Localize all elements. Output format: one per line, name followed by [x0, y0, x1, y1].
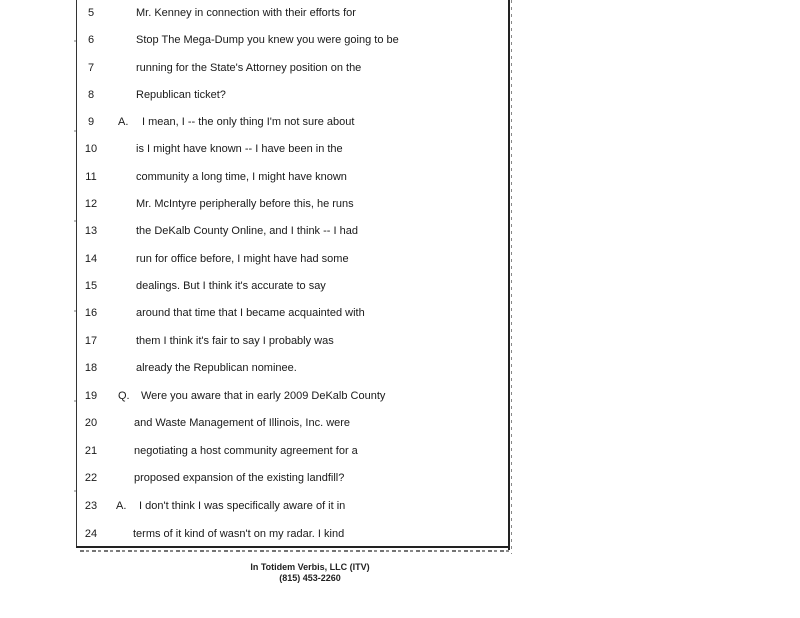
line-text: Mr. Kenney in connection with their efforts for: [136, 7, 356, 19]
line-text: negotiating a host community agreement for a: [134, 445, 358, 457]
line-number: 8: [87, 89, 95, 101]
transcript-line: [0, 331, 510, 351]
speaker-label: Q.: [118, 390, 130, 402]
line-text: I don't think I was specifically aware of it in: [139, 500, 346, 512]
line-text: run for office before, I might have had some: [136, 253, 349, 265]
line-number: 11: [85, 171, 97, 183]
line-text: Stop The Mega-Dump you knew you were going to be: [136, 34, 399, 46]
line-text: Were you aware that in early 2009 DeKalb County: [141, 390, 386, 402]
transcript-line: [0, 358, 510, 378]
line-number: 9: [87, 116, 95, 128]
line-number: 17: [84, 335, 98, 347]
transcript-line: [0, 112, 510, 132]
line-text: community a long time, I might have known: [136, 171, 347, 183]
line-number: 23: [84, 500, 98, 512]
page-border-left: [76, 0, 77, 548]
line-number: 14: [84, 253, 98, 265]
transcript-line: [0, 386, 510, 406]
transcript-line: [0, 468, 510, 488]
transcript-line: [0, 221, 510, 241]
transcript-line: [0, 3, 510, 23]
line-number: 10: [84, 143, 98, 155]
transcript-line: [0, 139, 510, 159]
page-border-bottom: [76, 546, 510, 548]
transcript-line: [0, 441, 510, 461]
speaker-label: A.: [118, 116, 129, 128]
line-number: 15: [84, 280, 98, 292]
transcript-line: [0, 58, 510, 78]
page-border-bottom-shadow: [80, 550, 512, 552]
speaker-label: A.: [116, 500, 127, 512]
transcript-line: [0, 194, 510, 214]
line-text: proposed expansion of the existing landfill?: [134, 472, 345, 484]
line-text: terms of it kind of wasn't on my radar. I kind: [133, 528, 345, 540]
line-number: 19: [84, 390, 98, 402]
line-text: and Waste Management of Illinois, Inc. were: [134, 417, 351, 429]
line-text: running for the State's Attorney position on the: [136, 62, 362, 74]
line-text: I mean, I -- the only thing I'm not sure about: [142, 116, 355, 128]
footer-phone: (815) 453-2260: [279, 573, 341, 583]
line-text: Mr. McIntyre peripherally before this, he runs: [136, 198, 354, 210]
line-number: 24: [84, 528, 98, 540]
transcript-line: [0, 85, 510, 105]
line-number: 13: [84, 225, 98, 237]
line-text: is I might have known -- I have been in the: [136, 143, 343, 155]
page-border-right-shadow: [511, 0, 512, 554]
transcript-line: [0, 413, 510, 433]
line-number: 18: [84, 362, 98, 374]
line-text: already the Republican nominee.: [136, 362, 297, 374]
transcript-line: [0, 496, 510, 516]
line-text: Republican ticket?: [136, 89, 226, 101]
line-number: 22: [84, 472, 98, 484]
line-number: 20: [84, 417, 98, 429]
line-number: 7: [87, 62, 95, 74]
line-text: the DeKalb County Online, and I think -- I had: [136, 225, 358, 237]
line-number: 16: [84, 307, 98, 319]
transcript-line: [0, 249, 510, 269]
line-number: 5: [87, 7, 95, 19]
footer-company: In Totidem Verbis, LLC (ITV): [250, 562, 370, 572]
transcript-line: [0, 167, 510, 187]
line-text: dealings. But I think it's accurate to say: [136, 280, 326, 292]
transcript-line: [0, 524, 510, 544]
line-number: 12: [84, 198, 98, 210]
line-text: them I think it's fair to say I probably was: [136, 335, 334, 347]
transcript-line: [0, 276, 510, 296]
line-text: around that time that I became acquainted with: [136, 307, 365, 319]
line-number: 6: [87, 34, 95, 46]
transcript-line: [0, 30, 510, 50]
line-number: 21: [84, 445, 98, 457]
transcript-line: [0, 303, 510, 323]
